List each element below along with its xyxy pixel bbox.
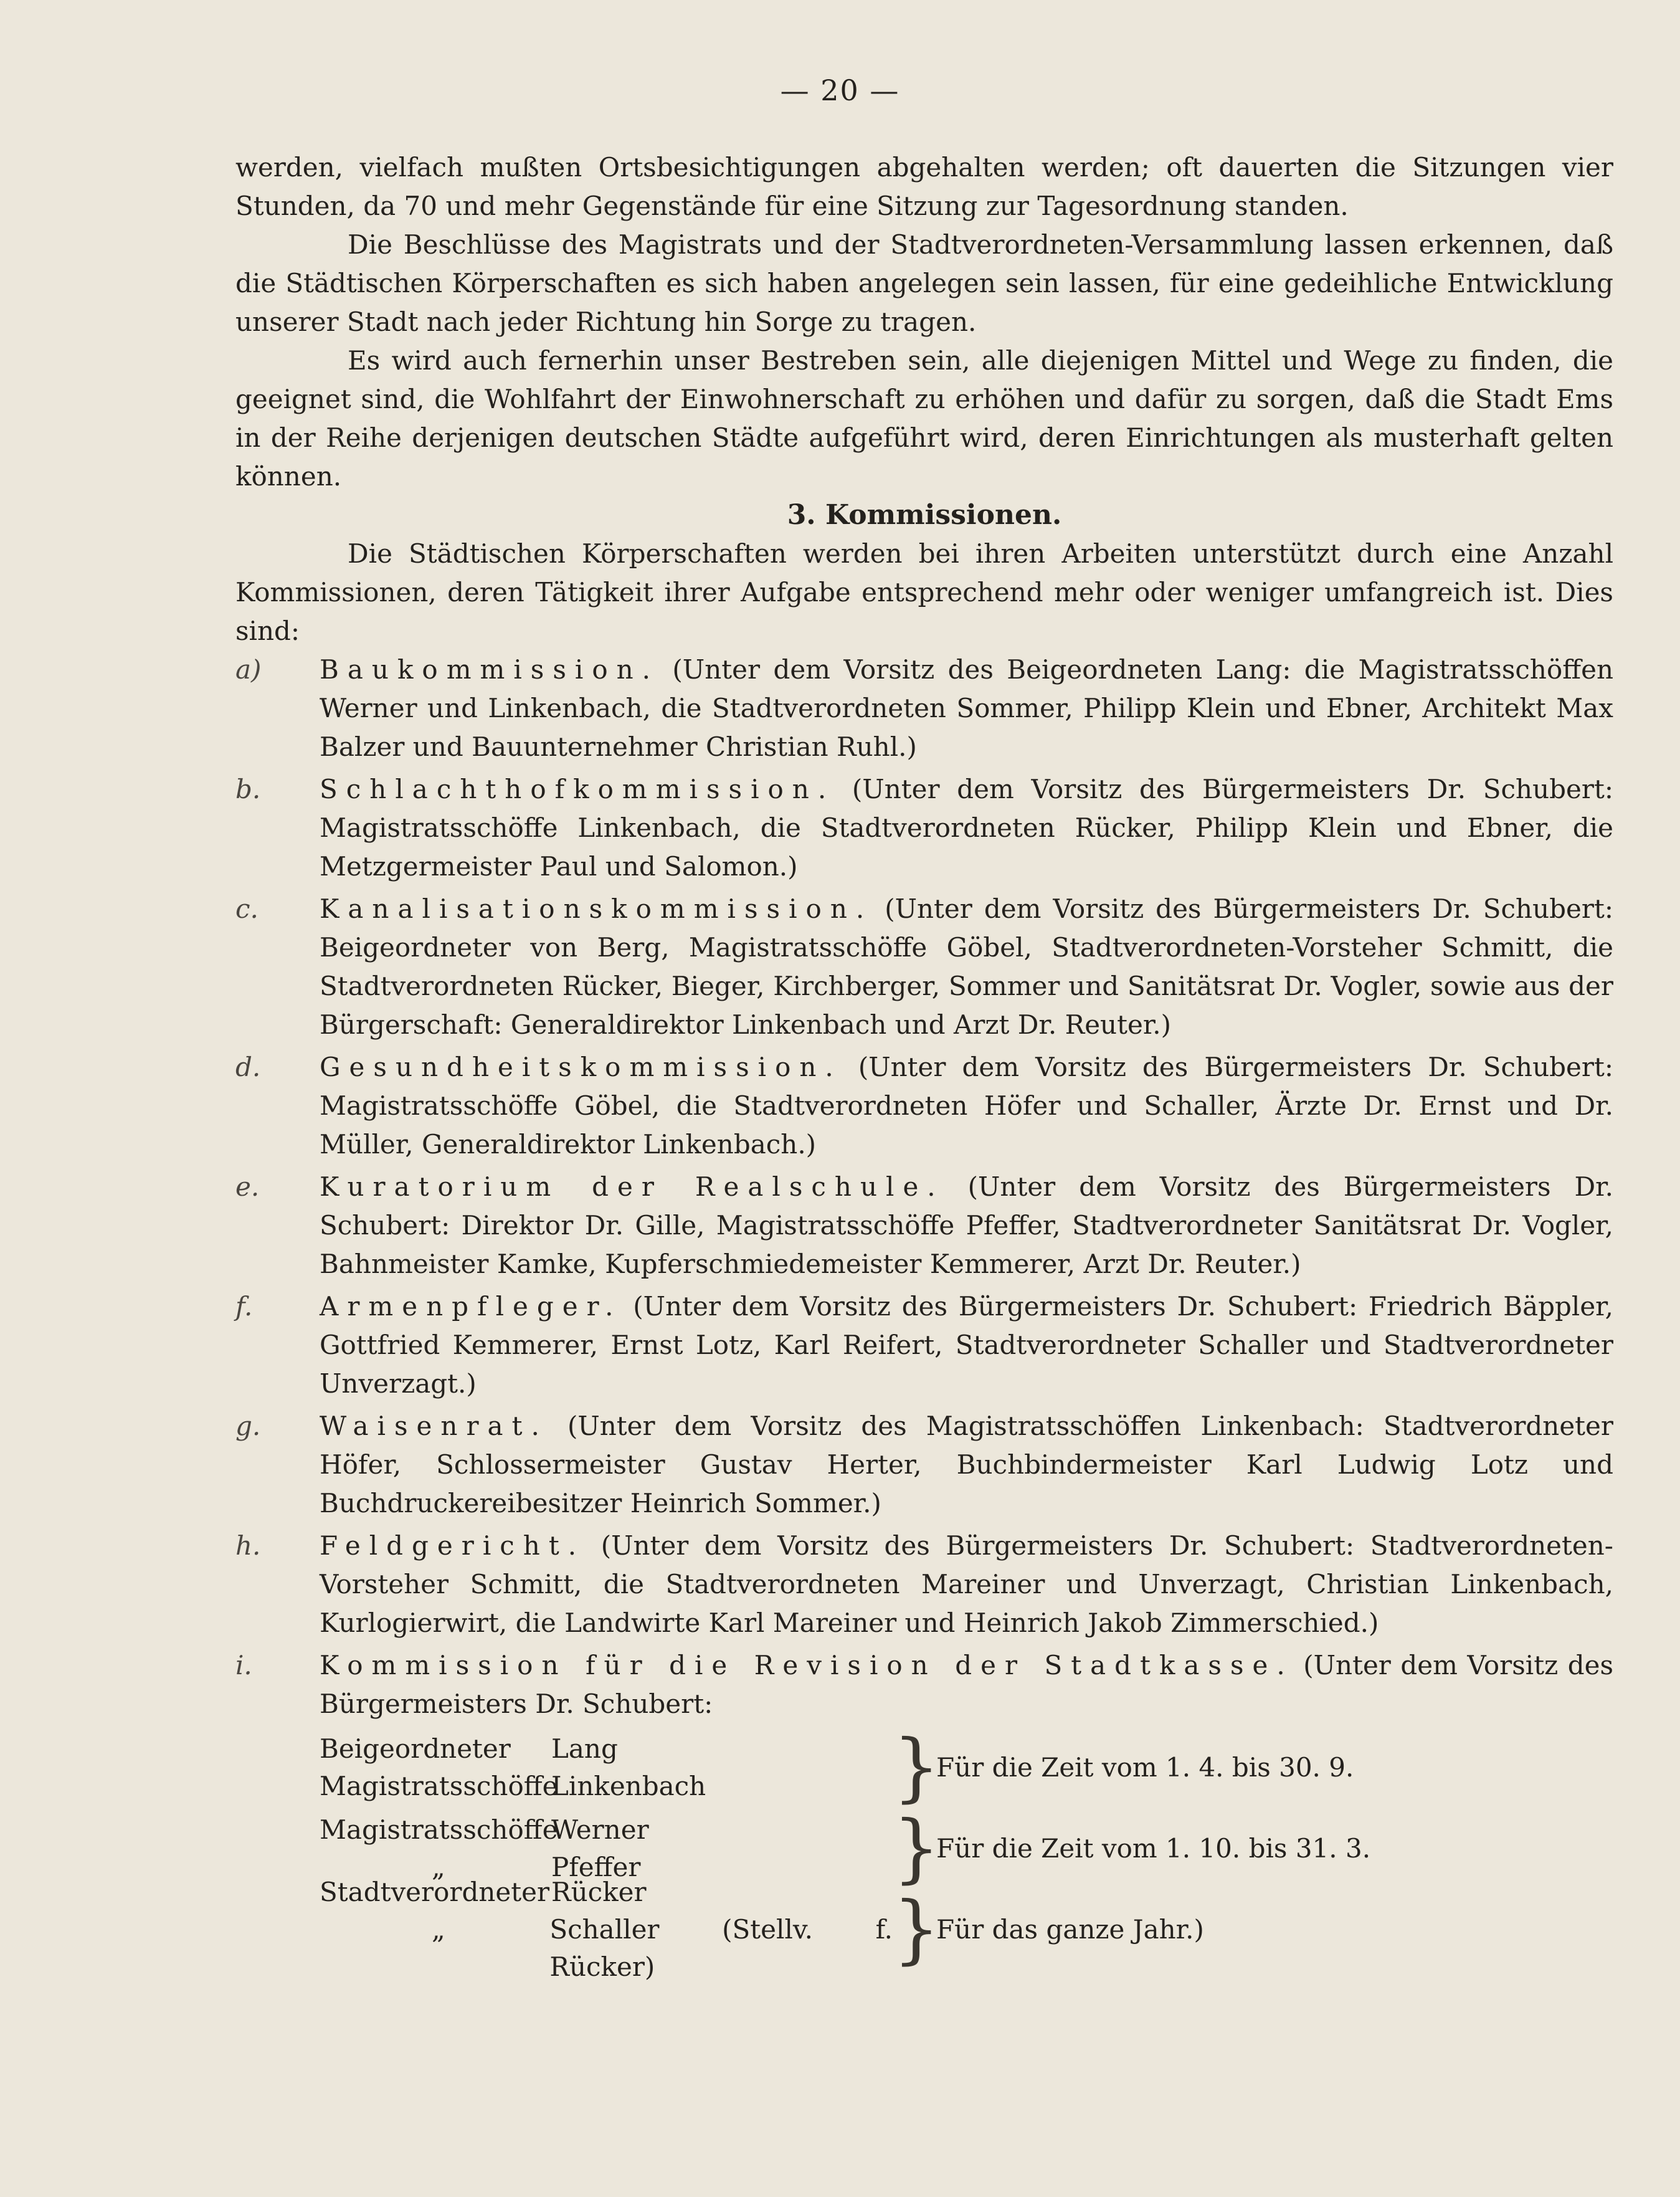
curly-brace-icon: } [893, 1805, 941, 1892]
commission-name: Gesundheitskommission. [320, 1052, 842, 1082]
commission-name: Kanalisationskommission. [320, 894, 873, 924]
revision-period: Für die Zeit vom 1. 4. bis 30. 9. [936, 1752, 1354, 1783]
commission-name: Kommission für die Revision der Stadtkasse. [320, 1650, 1294, 1680]
item-label: i. [235, 1650, 252, 1680]
commission-text: (Unter dem Vorsitz des Bürgermeisters Dr. Schubert: Friedrich Bäppler, Gottfried Kemmerer, Ernst Lotz, Karl Reifert, Stadtverordneter Schaller und Stadtverordneter Unverzagt.) [320, 1291, 1613, 1399]
member-name: Werner [551, 1814, 649, 1845]
commission-item [235, 1287, 1613, 1403]
commission-text: (Unter dem Vorsitz des Bürgermeisters Dr. Schubert: Direktor Dr. Gille, Magistratsschöffe Pfeffer, Stadtverordneter Sanitätsrat Dr. Vogler, Bahnmeister Kamke, Kupferschmiedemeister Kemmerer, Arzt Dr. Reuter.) [320, 1171, 1613, 1279]
curly-brace-icon: } [893, 1724, 941, 1811]
revision-period: Für die Zeit vom 1. 10. bis 31. 3. [936, 1833, 1371, 1864]
commission-text: (Unter dem Vorsitz des Beigeordneten Lang: die Magistratsschöffen Werner und Linkenbach, die Stadtverordneten Sommer, Philipp Klein und Ebner, Architekt Max Balzer und Bauunternehmer Christian Ruhl.) [320, 654, 1613, 762]
member-name: Rücker [551, 1877, 647, 1907]
section-heading: 3. Kommissionen. [787, 499, 1062, 531]
commission-name: Kuratorium der Realschule. [320, 1171, 944, 1202]
revision-group [320, 1877, 1503, 1982]
member-title: „ [432, 1852, 445, 1882]
member-title: Beigeordneter [320, 1733, 511, 1764]
member-title: Magistratsschöffe [320, 1814, 558, 1845]
member-title: Stadtverordneter [320, 1877, 550, 1907]
commission-text: (Unter dem Vorsitz des Bürgermeisters Dr. Schubert: Beigeordneter von Berg, Magistratsschöffe Göbel, Stadtverordneten-Vorsteher Schmitt, die Stadtverordneten Rücker, Bieger, Kirchberger, Sommer und Sanitätsrat Dr. Vogler, sowie aus der Bürgerschaft: Generaldirektor Linkenbach und Arzt Dr. Reuter.) [320, 894, 1613, 1040]
commission-item [235, 1407, 1613, 1523]
item-label: h. [235, 1530, 261, 1561]
commission-text: (Unter dem Vorsitz des Bürgermeisters Dr. Schubert: Stadtverordneten-Vorsteher Schmitt, die Stadtverordneten Mareiner und Unverzagt, Christian Linkenbach, Kurlogierwirt, die Landwirte Karl Mareiner und Heinrich Jakob Zimmerschied.) [320, 1530, 1613, 1638]
paragraph: Die Beschlüsse des Magistrats und der Stadtverordneten-Versammlung lassen erkennen, daß die Städtischen Körperschaften es sich haben angelegen sein lassen, für eine gedeihliche Entwicklung unserer Stadt nach jeder Richtung hin Sorge zu tragen. [235, 229, 1613, 337]
member-name: Schaller (Stellv. f. Rücker) [549, 1914, 893, 1982]
commission-item [235, 770, 1613, 886]
commission-text: (Unter dem Vorsitz des Bürgermeisters Dr. Schubert: [320, 1650, 1613, 1719]
member-title: Magistratsschöffe [320, 1771, 558, 1801]
commission-text: (Unter dem Vorsitz des Bürgermeisters Dr. Schubert: Magistratsschöffe Linkenbach, die Stadtverordneten Rücker, Philipp Klein und Ebner, die Metzgermeister Paul und Salomon.) [320, 774, 1613, 882]
item-label: c. [235, 894, 259, 924]
commission-name: Armenpfleger. [320, 1291, 622, 1322]
item-label: a) [235, 654, 262, 685]
section-intro: Die Städtischen Körperschaften werden bei ihren Arbeiten unterstützt durch eine Anzahl Kommissionen, deren Tätigkeit ihrer Aufgabe entsprechend mehr oder weniger umfangreich ist. Dies sind: [235, 538, 1613, 646]
item-label: e. [235, 1171, 260, 1202]
member-name: Pfeffer [551, 1852, 641, 1882]
revision-period: Für das ganze Jahr.) [936, 1914, 1204, 1945]
commission-item [235, 1527, 1613, 1642]
page-number: — 20 — [780, 74, 900, 107]
revision-members [320, 1730, 893, 1805]
item-label: g. [235, 1411, 261, 1441]
commission-item [235, 1048, 1613, 1164]
member-name: Linkenbach [551, 1771, 706, 1801]
revision-members [320, 1874, 893, 1986]
commission-name: Schlachthofkommission. [320, 774, 835, 804]
commission-name: Feldgericht. [320, 1530, 586, 1561]
commission-item [235, 1646, 1613, 1723]
commission-text: (Unter dem Vorsitz des Magistratsschöffen Linkenbach: Stadtverordneter Höfer, Schlossermeister Gustav Herter, Buchbindermeister Karl Ludwig Lotz und Buchdruckereibesitzer Heinrich Sommer.) [320, 1411, 1613, 1518]
paragraph: Es wird auch fernerhin unser Bestreben sein, alle diejenigen Mittel und Wege zu finden, die geeignet sind, die Wohlfahrt der Einwohnerschaft zu erhöhen und dafür zu sorgen, daß die Stadt Ems in der Reihe derjenigen deutschen Städte aufgeführt wird, deren Einrichtungen als musterhaft gelten können. [235, 345, 1613, 492]
document-body [235, 148, 1613, 1982]
commission-text: (Unter dem Vorsitz des Bürgermeisters Dr. Schubert: Magistratsschöffe Göbel, die Stadtverordneten Höfer und Schaller, Ärzte Dr. Ernst und Dr. Müller, Generaldirektor Linkenbach.) [320, 1052, 1613, 1160]
revision-group [320, 1724, 1503, 1811]
commission-item [235, 890, 1613, 1044]
item-label: f. [235, 1291, 253, 1322]
commission-name: Baukommission. [320, 654, 660, 685]
paragraph: werden, vielfach mußten Ortsbesichtigungen abgehalten werden; oft dauerten die Sitzungen vier Stunden, da 70 und mehr Gegenstände für eine Sitzung zur Tagesordnung standen. [235, 152, 1613, 221]
member-name: Lang [551, 1733, 618, 1764]
commission-item [235, 651, 1613, 766]
commission-name: Waisenrat. [320, 1411, 548, 1441]
item-label: d. [235, 1052, 261, 1082]
curly-brace-icon: } [893, 1886, 941, 1973]
member-title: „ [432, 1914, 445, 1945]
item-label: b. [235, 774, 261, 804]
commission-item [235, 1168, 1613, 1284]
